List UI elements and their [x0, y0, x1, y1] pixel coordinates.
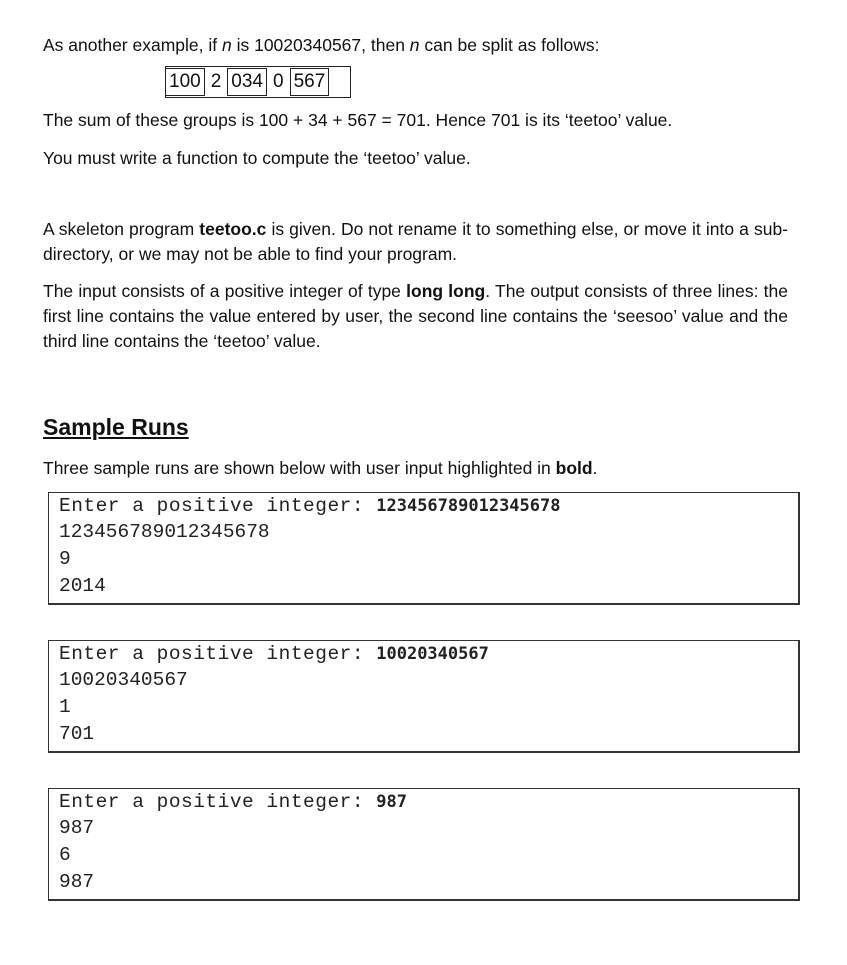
intro-text-1: As another example, if	[43, 35, 222, 55]
sample-intro-paragraph	[43, 456, 788, 481]
sample-run-2	[48, 640, 800, 753]
input-type: long long	[406, 281, 486, 301]
split-group-boxed: 567	[290, 68, 330, 96]
n-variable: n	[409, 35, 420, 55]
split-group-plain: 0	[272, 71, 284, 92]
sample-runs-heading: Sample Runs	[43, 414, 189, 440]
skeleton-text-2: is given. Do not rename it to something else, or move it into a sub-directory, or we may not be able to find your program.	[43, 219, 789, 264]
sample-run-1	[48, 492, 800, 605]
sample-intro-bold: bold	[555, 458, 593, 478]
split-group-boxed: 100	[165, 68, 205, 96]
user-input: 10020340567	[376, 644, 489, 664]
output-line-seesoo: 6	[59, 844, 71, 866]
output-line-seesoo: 1	[59, 696, 71, 718]
skeleton-text-1: A skeleton program	[43, 219, 200, 239]
skeleton-paragraph	[43, 217, 788, 267]
input-description-paragraph	[43, 279, 788, 354]
sample-intro-text-1: Three sample runs are shown below with user input highlighted in	[43, 458, 556, 478]
intro-text-2: is 10020340567, then	[231, 35, 410, 55]
skeleton-filename: teetoo.c	[199, 219, 267, 239]
output-line-value: 123456789012345678	[59, 521, 270, 543]
prompt-text: Enter a positive integer:	[59, 643, 377, 665]
split-groups-row	[165, 66, 329, 98]
split-group-plain: 2	[210, 71, 222, 92]
n-variable: n	[221, 35, 232, 55]
intro-text-3: can be split as follows:	[419, 35, 600, 55]
prompt-text: Enter a positive integer:	[59, 791, 377, 813]
output-line-teetoo: 701	[59, 723, 95, 745]
sample-run-3	[48, 788, 800, 901]
intro-paragraph	[43, 33, 788, 58]
prompt-line	[59, 495, 560, 517]
output-line-seesoo: 9	[59, 548, 71, 570]
output-line-value: 987	[59, 817, 95, 839]
input-desc-text-1: The input consists of a positive integer of type	[43, 281, 407, 301]
prompt-line	[59, 791, 407, 813]
prompt-text: Enter a positive integer:	[59, 495, 377, 517]
prompt-line	[59, 643, 489, 665]
user-input: 123456789012345678	[376, 496, 561, 516]
sum-paragraph: The sum of these groups is 100 + 34 + 567 = 701. Hence 701 is its ‘teetoo’ value.	[43, 110, 673, 130]
must-write-paragraph: You must write a function to compute the ‘teetoo’ value.	[43, 148, 471, 168]
split-group-boxed: 034	[227, 68, 267, 96]
input-desc-text-2: . The output consists of three lines: the first line contains the value entered by user, the second line contains the ‘seesoo’ value and the third line contains the ‘teetoo’ value.	[43, 281, 788, 351]
output-line-value: 10020340567	[59, 669, 188, 691]
output-line-teetoo: 987	[59, 871, 95, 893]
user-input: 987	[376, 792, 407, 812]
output-line-teetoo: 2014	[59, 575, 106, 597]
sample-intro-text-2: .	[592, 458, 598, 478]
